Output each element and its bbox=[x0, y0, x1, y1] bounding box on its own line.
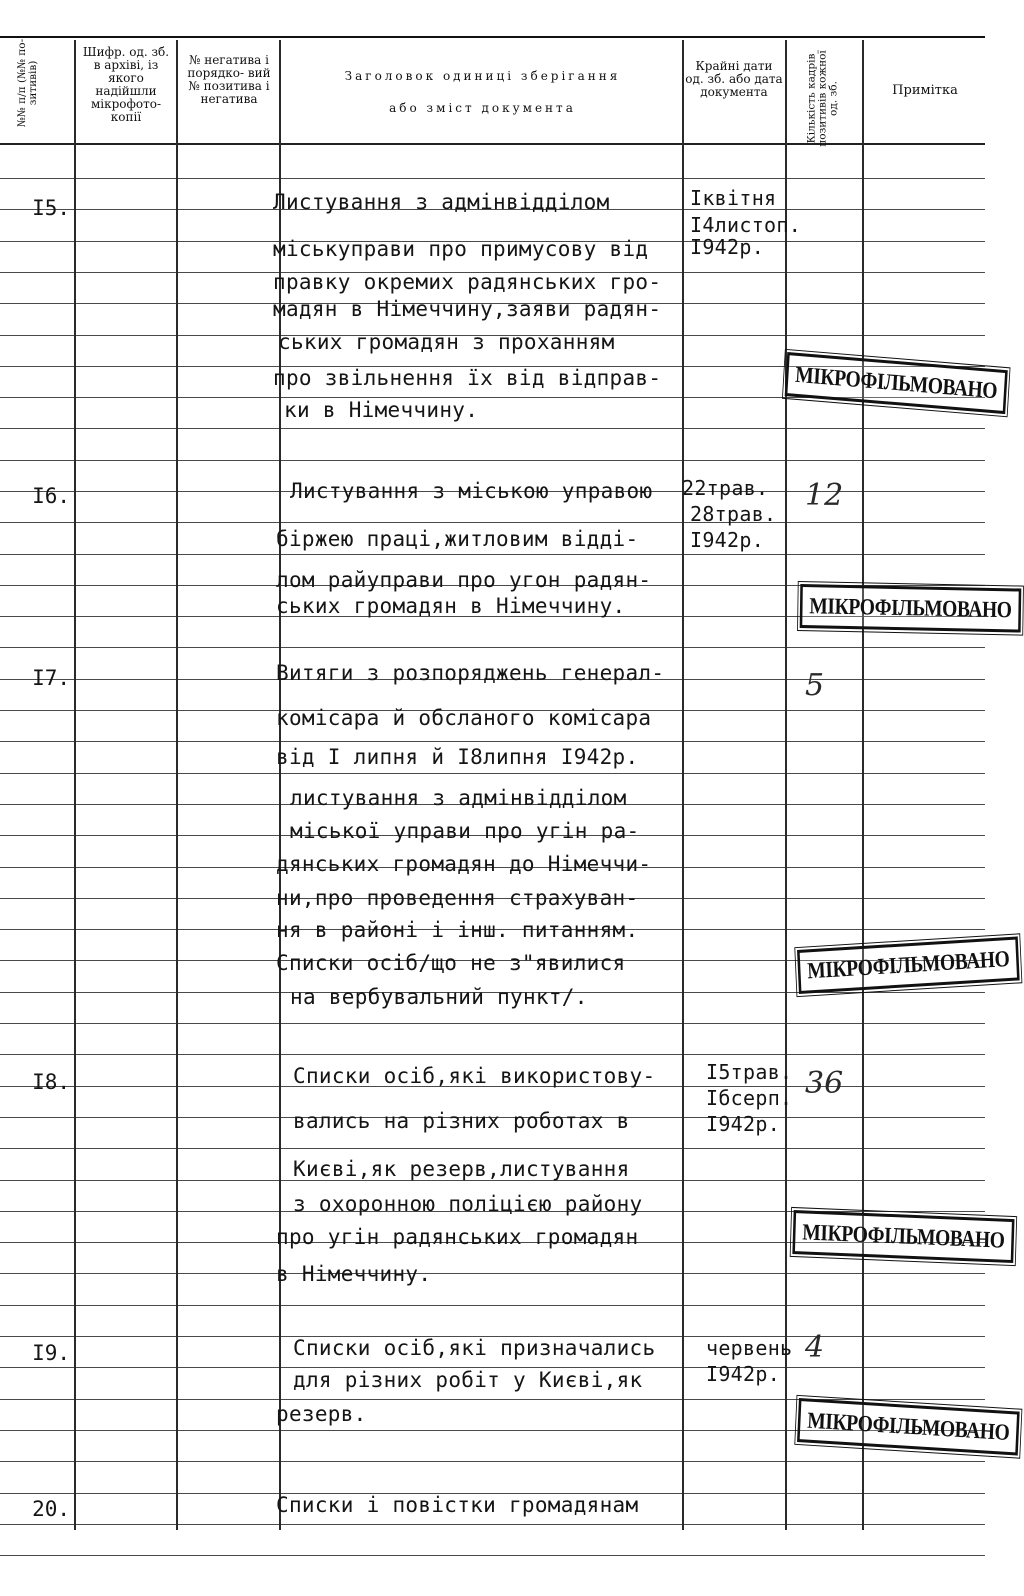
ruled-line bbox=[0, 178, 985, 179]
entry-text-line: для різних робіт у Києві,як bbox=[293, 1368, 643, 1392]
entry-date-line: І4листоп. bbox=[690, 213, 802, 237]
entry-number: І9. bbox=[32, 1341, 70, 1365]
entry-text-line: з охоронною поліцією району bbox=[293, 1192, 643, 1216]
entry-text-line: від І липня й І8липня І942р. bbox=[276, 745, 639, 769]
header-frames-column: Кількість кадрів позитивів кожної од. зб. bbox=[805, 50, 840, 147]
top-border bbox=[0, 36, 985, 38]
column-divider bbox=[176, 40, 178, 1530]
ruled-line bbox=[0, 741, 985, 742]
entry-date-line: Ібсерп. bbox=[706, 1086, 793, 1110]
entry-number: І5. bbox=[32, 196, 70, 220]
entry-text-line: ських громадян в Німеччину. bbox=[276, 594, 626, 618]
entry-text-line: Листування з адмінвідділом bbox=[273, 190, 610, 214]
frame-count: 4 bbox=[805, 1330, 825, 1365]
entry-date-line: І5трав. bbox=[706, 1060, 793, 1084]
ruled-line bbox=[0, 773, 985, 774]
entry-text-line: лом райуправи про угон радян- bbox=[276, 568, 652, 592]
entry-text-line: Списки осіб,які призначались bbox=[293, 1336, 656, 1360]
frame-count: 12 bbox=[805, 478, 844, 513]
entry-text-line: міськуправи про примусову від bbox=[273, 237, 649, 261]
header-cipher-column: Шифр. од. зб. в архіві, із якого надійшли мікрофото- копії bbox=[82, 45, 170, 124]
entry-date-line: І942р. bbox=[706, 1362, 781, 1386]
header-title-line1: Заголовок одиниці зберігання bbox=[344, 69, 621, 83]
entry-text-line: ня в районі і інш. питанням. bbox=[276, 918, 639, 942]
header-dates-column: Крайні дати од. зб. або дата документа bbox=[685, 59, 783, 99]
entry-text-line: Витяги з розпоряджень генерал- bbox=[276, 661, 665, 685]
ruled-line bbox=[0, 428, 985, 429]
entry-date-line: 28трав. bbox=[690, 502, 777, 526]
ruled-line bbox=[0, 554, 985, 555]
header-note-column: Примітка bbox=[892, 83, 958, 98]
entry-date-line: Іквітня bbox=[690, 186, 777, 210]
ruled-line bbox=[0, 1305, 985, 1306]
entry-text-line: правку окремих радянських гро- bbox=[273, 270, 662, 294]
entry-text-line: мадян в Німеччину,заяви радян- bbox=[273, 297, 662, 321]
entry-date-line: І942р. bbox=[690, 528, 765, 552]
header-title-line2: або зміст документа bbox=[389, 101, 576, 115]
entry-text-line: ни,про проведення страхуван- bbox=[276, 886, 639, 910]
entry-text-line: про угін радянських громадян bbox=[276, 1225, 639, 1249]
entry-text-line: Листування з міською управою bbox=[290, 479, 653, 503]
frame-count: 5 bbox=[805, 668, 825, 703]
entry-text-line: про звільнення їх від відправ- bbox=[273, 366, 662, 390]
ruled-line bbox=[0, 1148, 985, 1149]
entry-text-line: вались на різних роботах в bbox=[293, 1109, 630, 1133]
entry-text-line: Списки і повістки громадянам bbox=[276, 1493, 639, 1517]
ruled-line bbox=[0, 1273, 985, 1274]
entry-date-line: 22трав. bbox=[682, 476, 769, 500]
header-negative-column: № негатива і порядко- вий № позитива і негатива bbox=[187, 53, 271, 106]
ruled-line bbox=[0, 647, 985, 648]
entry-number: І8. bbox=[32, 1070, 70, 1094]
entry-number: І6. bbox=[32, 484, 70, 508]
ruled-line bbox=[0, 1555, 985, 1556]
entry-date-line: І942р. bbox=[706, 1112, 781, 1136]
microfilmed-stamp: МІКРОФІЛЬМОВАНО bbox=[785, 352, 1008, 414]
entry-text-line: ських громадян з проханням bbox=[278, 330, 615, 354]
entry-number: 20. bbox=[32, 1497, 70, 1521]
entry-text-line: дянських громадян до Німеччи- bbox=[276, 852, 652, 876]
entry-date-line: І942р. bbox=[690, 235, 765, 259]
entry-text-line: комісара й обсланого комісара bbox=[276, 706, 652, 730]
column-divider bbox=[862, 40, 864, 1530]
entry-text-line: Києві,як резерв,листування bbox=[293, 1157, 630, 1181]
entry-number: І7. bbox=[32, 666, 70, 690]
entry-text-line: резерв. bbox=[276, 1402, 367, 1426]
entry-text-line: ки в Німеччину. bbox=[284, 398, 479, 422]
entry-text-line: біржею праці,житловим відді- bbox=[276, 527, 639, 551]
entry-text-line: на вербувальний пункт/. bbox=[290, 985, 588, 1009]
frame-count: 36 bbox=[805, 1066, 844, 1101]
ruled-line bbox=[0, 1054, 985, 1055]
entry-text-line: міської управи про угін ра- bbox=[290, 819, 640, 843]
entry-text-line: Списки осіб/що не з"явилися bbox=[276, 951, 626, 975]
ruled-line bbox=[0, 1524, 985, 1525]
ruled-line bbox=[0, 522, 985, 523]
microfilmed-stamp: МІКРОФІЛЬМОВАНО bbox=[800, 584, 1022, 633]
column-divider bbox=[279, 40, 281, 1530]
column-divider bbox=[682, 40, 684, 1530]
column-divider bbox=[74, 40, 76, 1530]
ruled-line bbox=[0, 1023, 985, 1024]
column-divider bbox=[785, 40, 787, 1530]
microfilmed-stamp: МІКРОФІЛЬМОВАНО bbox=[797, 1398, 1020, 1456]
ruled-line bbox=[0, 460, 985, 461]
entry-text-line: Списки осіб,які використову- bbox=[293, 1064, 656, 1088]
ruled-line bbox=[0, 1461, 985, 1462]
microfilmed-stamp: МІКРОФІЛЬМОВАНО bbox=[792, 1210, 1014, 1263]
microfilmed-stamp: МІКРОФІЛЬМОВАНО bbox=[797, 936, 1020, 994]
entry-text-line: листування з адмінвідділом bbox=[290, 786, 627, 810]
entry-text-line: в Німеччину. bbox=[276, 1262, 432, 1286]
header-number-column: №№ п/п (№№ по- зитивів) bbox=[16, 38, 39, 128]
entry-date-line: червень bbox=[706, 1336, 793, 1360]
